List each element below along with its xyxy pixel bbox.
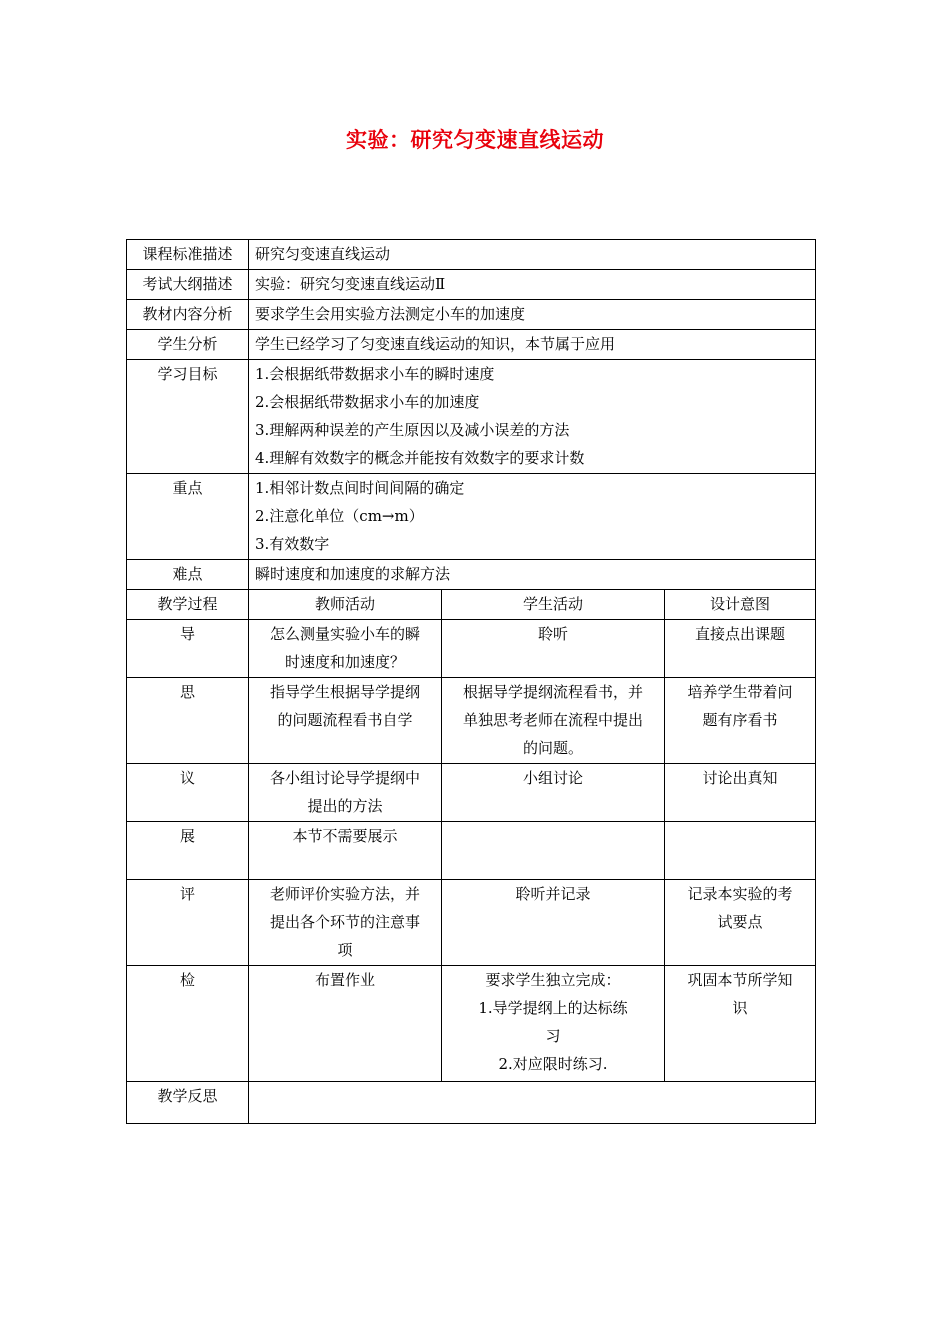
student-cell xyxy=(442,678,665,764)
row-standard xyxy=(127,240,816,270)
intent-cell xyxy=(665,880,816,966)
page-title: 实验：研究匀变速直线运动 xyxy=(346,128,604,152)
lesson-plan-table xyxy=(126,239,816,1124)
stage-cell: 议 xyxy=(127,764,249,822)
stage-cell: 思 xyxy=(127,678,249,764)
reflection-label: 教学反思 xyxy=(127,1082,249,1124)
intent-line: 记录本实验的考 xyxy=(687,885,793,903)
header-teacher: 教师活动 xyxy=(249,590,442,620)
student-cell xyxy=(442,764,665,822)
header-student: 学生活动 xyxy=(442,590,665,620)
intent-line: 培养学生带着问 xyxy=(687,683,793,701)
process-row-jian xyxy=(127,966,816,1082)
intent-cell xyxy=(665,620,816,678)
teacher-cell xyxy=(249,880,442,966)
goals-list xyxy=(249,360,816,474)
key-list xyxy=(249,474,816,560)
student-cell xyxy=(442,620,665,678)
key-item: 3.有效数字 xyxy=(255,535,330,553)
teacher-line: 提出各个环节的注意事 xyxy=(269,913,420,931)
teacher-line: 各小组讨论导学提纲中 xyxy=(269,769,420,787)
intent-line: 试要点 xyxy=(717,913,763,931)
student-line: 习 xyxy=(545,1027,561,1045)
stage-cell: 导 xyxy=(127,620,249,678)
row-students xyxy=(127,330,816,360)
syllabus-label: 考试大纲描述 xyxy=(127,270,249,300)
teacher-line: 指导学生根据导学提纲 xyxy=(269,683,420,701)
stage-cell: 检 xyxy=(127,966,249,1082)
goal-item: 1.会根据纸带数据求小车的瞬时速度 xyxy=(255,365,495,383)
teacher-line: 本节不需要展示 xyxy=(292,827,398,845)
row-key xyxy=(127,474,816,560)
process-row-ping xyxy=(127,880,816,966)
teacher-line: 时速度和加速度？ xyxy=(284,653,405,671)
student-cell xyxy=(442,880,665,966)
reflection-value xyxy=(249,1082,816,1124)
key-item: 2.注意化单位（cm→m） xyxy=(255,507,424,525)
difficult-label: 难点 xyxy=(127,560,249,590)
intent-cell xyxy=(665,764,816,822)
teacher-cell xyxy=(249,966,442,1082)
goal-item: 3.理解两种误差的产生原因以及减小误差的方法 xyxy=(255,421,570,439)
teacher-cell xyxy=(249,620,442,678)
process-row-dao xyxy=(127,620,816,678)
intent-cell xyxy=(665,822,816,880)
stage-cell: 展 xyxy=(127,822,249,880)
standard-value: 研究匀变速直线运动 xyxy=(249,240,816,270)
row-reflection xyxy=(127,1082,816,1124)
intent-line: 讨论出真知 xyxy=(702,769,778,787)
student-line: 的问题。 xyxy=(522,739,583,757)
row-goals xyxy=(127,360,816,474)
teacher-line: 的问题流程看书自学 xyxy=(277,711,413,729)
teacher-cell xyxy=(249,822,442,880)
goal-item: 4.理解有效数字的概念并能按有效数字的要求计数 xyxy=(255,449,585,467)
goal-item: 2.会根据纸带数据求小车的加速度 xyxy=(255,393,480,411)
teacher-line: 提出的方法 xyxy=(307,797,383,815)
student-line: 要求学生独立完成： xyxy=(485,971,621,989)
student-cell xyxy=(442,822,665,880)
intent-cell xyxy=(665,678,816,764)
syllabus-value: 实验：研究匀变速直线运动Ⅱ xyxy=(249,270,816,300)
row-difficult xyxy=(127,560,816,590)
process-row-si xyxy=(127,678,816,764)
header-intent: 设计意图 xyxy=(665,590,816,620)
teacher-line: 项 xyxy=(337,941,353,959)
teacher-cell xyxy=(249,764,442,822)
header-process: 教学过程 xyxy=(127,590,249,620)
student-line: 1.导学提纲上的达标练 xyxy=(478,999,628,1017)
teacher-line: 老师评价实验方法，并 xyxy=(269,885,420,903)
students-value: 学生已经学习了匀变速直线运动的知识，本节属于应用 xyxy=(249,330,816,360)
student-cell xyxy=(442,966,665,1082)
teacher-line: 布置作业 xyxy=(314,971,375,989)
difficult-value: 瞬时速度和加速度的求解方法 xyxy=(249,560,816,590)
student-line: 小组讨论 xyxy=(522,769,583,787)
intent-line: 直接点出课题 xyxy=(695,625,786,643)
material-label: 教材内容分析 xyxy=(127,300,249,330)
teacher-line: 怎么测量实验小车的瞬 xyxy=(269,625,420,643)
process-row-zhan xyxy=(127,822,816,880)
intent-line: 巩固本节所学知 xyxy=(687,971,793,989)
process-row-yi xyxy=(127,764,816,822)
row-material xyxy=(127,300,816,330)
student-line: 聆听 xyxy=(537,625,568,643)
student-line: 2.对应限时练习. xyxy=(498,1055,608,1073)
standard-label: 课程标准描述 xyxy=(127,240,249,270)
student-line: 聆听并记录 xyxy=(515,885,591,903)
key-label: 重点 xyxy=(127,474,249,560)
key-item: 1.相邻计数点间时间间隔的确定 xyxy=(255,479,465,497)
intent-cell xyxy=(665,966,816,1082)
teacher-cell xyxy=(249,678,442,764)
stage-cell: 评 xyxy=(127,880,249,966)
row-syllabus xyxy=(127,270,816,300)
goals-label: 学习目标 xyxy=(127,360,249,474)
student-line: 单独思考老师在流程中提出 xyxy=(462,711,643,729)
material-value: 要求学生会用实验方法测定小车的加速度 xyxy=(249,300,816,330)
students-label: 学生分析 xyxy=(127,330,249,360)
student-line: 根据导学提纲流程看书，并 xyxy=(462,683,643,701)
process-header-row xyxy=(127,590,816,620)
intent-line: 题有序看书 xyxy=(702,711,778,729)
intent-line: 识 xyxy=(732,999,748,1017)
